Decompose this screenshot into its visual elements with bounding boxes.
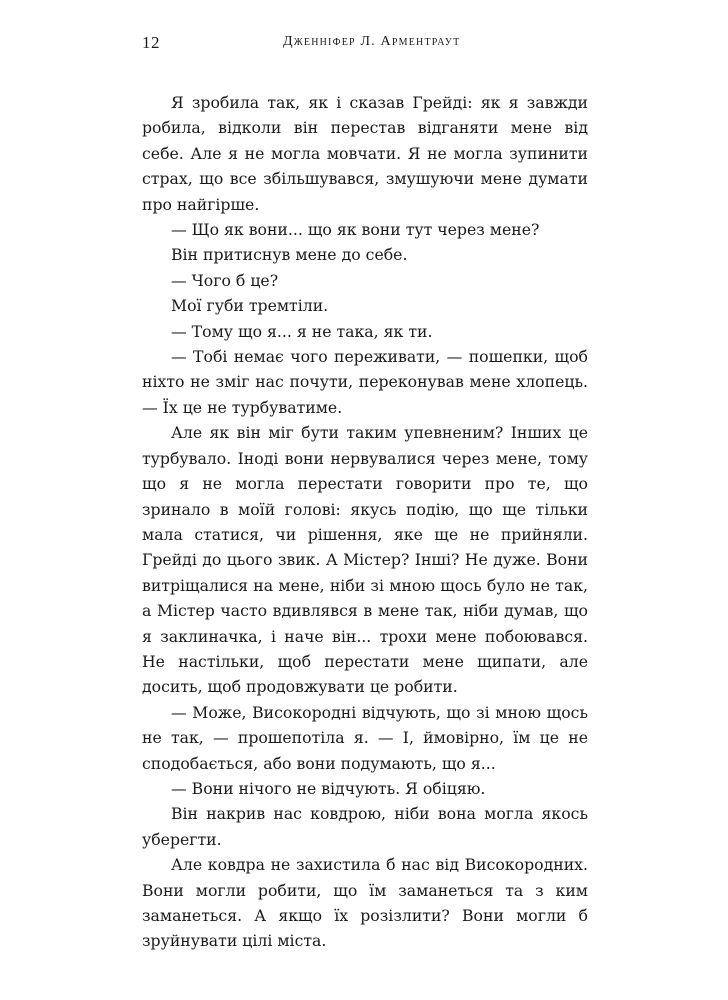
paragraph: — Чого б це? [171, 270, 279, 290]
paragraph: Мої губи тремтіли. [171, 296, 329, 316]
paragraph: — Тому що я... я не така, як ти. [171, 321, 433, 341]
paragraph: Він накрив нас ковдрою, ніби вона могла якось уберегти. [142, 804, 588, 849]
paragraph: — Тобі немає чого переживати, — пошепки, щоб ніхто не зміг нас почути, переконував мене хлопець. — Їх це не турбуватиме. [142, 347, 588, 417]
paragraph: Але ковдра не захистила б нас від Високородних. Вони могли робити, що їм заманеться та з ким заманеться. А якщо їх розізлити? Вони могли б зруйнувати цілі міста. [142, 855, 588, 951]
paragraph: Але як він міг бути таким упевненим? Інших це турбувало. Іноді вони нервувалися через мене, тому що я не могла перестати говорити про те, що зринало в моїй голові: якусь подію, що ще тільки мала статися, чи рішення, яке ще не прийняли. Грейді до цього звик. А Містер? Інші? Не дуже. Вони витріщалися на мене, ніби зі мною щось було не так, а Містер часто вдивлявся в мене так, ніби думав, що я заклиначка, і наче він... трохи мене побоювався. Не настільки, щоб перестати мене щипати, але досить, щоб продовжувати це робити. [142, 423, 588, 697]
paragraph: — Вони нічого не відчують. Я обіцяю. [171, 778, 486, 798]
paragraph: — Може, Високородні відчують, що зі мною щось не так, — прошепотіла я. — І, ймовірно, їм це не сподобається, або вони подумають, що я... [142, 702, 588, 773]
running-header: Дженніфер Л. Арментраут [283, 34, 461, 49]
paragraph: — Що як вони... що як вони тут через мене? [171, 220, 540, 240]
paragraph: Я зробила так, як і сказав Грейді: як я завжди робила, відколи він перестав відганяти мене від себе. Але я не могла мовчати. Я не могла зупинити страх, що все збільшувався, змушуючи мене думати про найгірше. [142, 93, 588, 214]
paragraph: Він притиснув мене до себе. [171, 245, 408, 265]
body-text [142, 90, 588, 954]
page-number: 12 [142, 33, 160, 52]
